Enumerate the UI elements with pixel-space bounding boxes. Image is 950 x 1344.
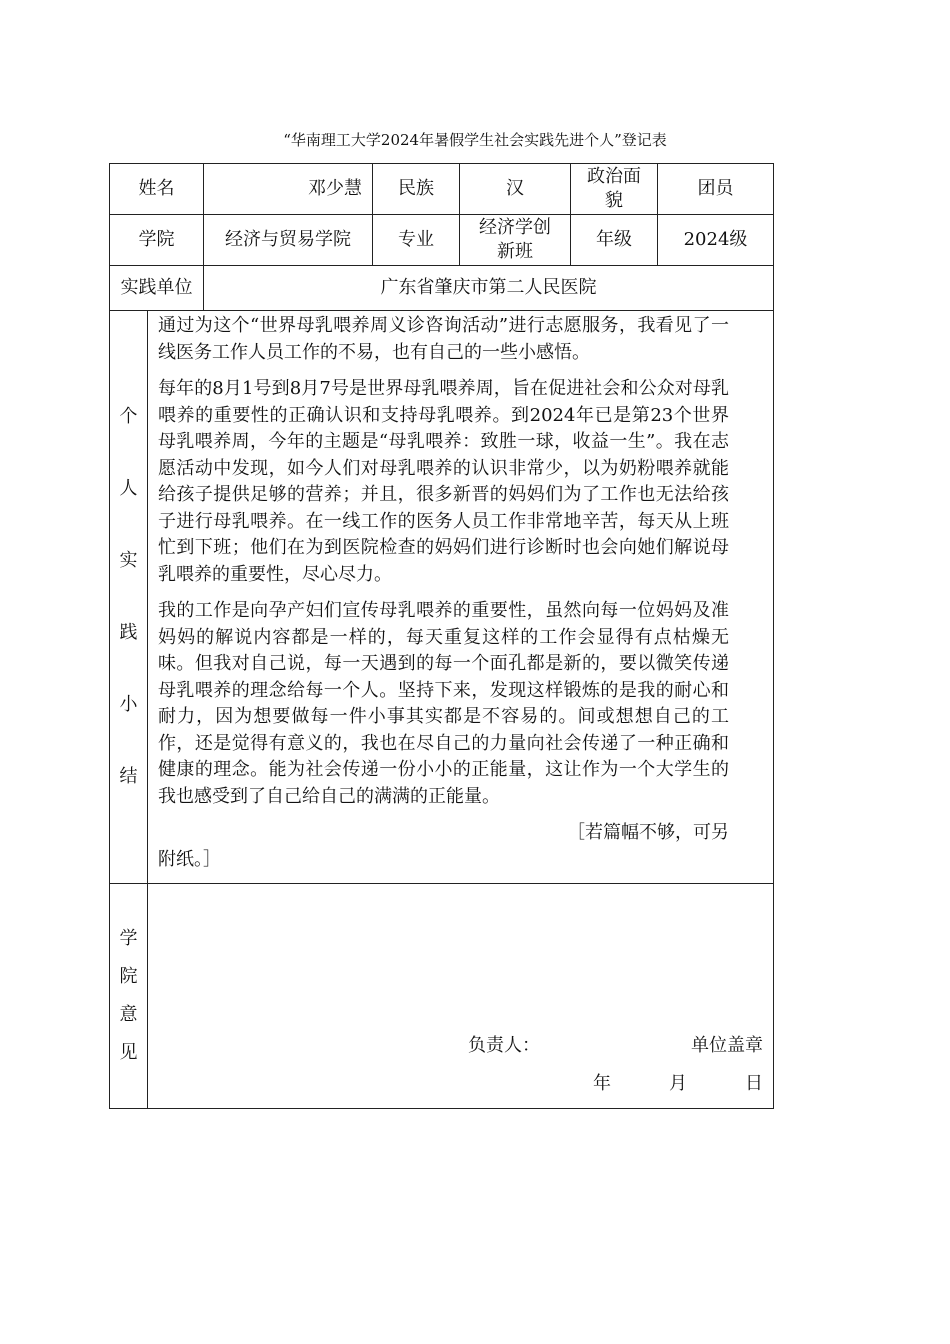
- opinion-label-char: 意: [119, 1004, 138, 1025]
- row-personal-summary: [110, 311, 774, 884]
- college-value: 经济与贸易学院: [204, 215, 373, 266]
- opinion-label-char: 院: [119, 966, 138, 987]
- summary-label-char: 人: [119, 478, 138, 499]
- summary-label: [110, 311, 148, 884]
- grade-label: 年级: [571, 215, 658, 266]
- name-value: 邓少慧: [204, 164, 373, 215]
- grade-value: 2024级: [658, 215, 774, 266]
- political-status-label: [571, 164, 658, 215]
- summary-label-char: 实: [119, 550, 138, 571]
- day-label: 日: [745, 1073, 763, 1094]
- major-value-line2: 新班: [497, 241, 533, 262]
- date-line: [593, 1072, 763, 1096]
- name-label: 姓名: [110, 164, 204, 215]
- political-status-value: 团员: [658, 164, 774, 215]
- unit-stamp-label: 单位盖章: [691, 1035, 763, 1056]
- major-label: 专业: [373, 215, 460, 266]
- attachment-note-part1: ［若篇幅不够，可另: [567, 822, 729, 843]
- attachment-note-part2: 附纸。］: [158, 848, 221, 870]
- summary-label-char: 小: [119, 694, 138, 715]
- opinion-content: [148, 884, 774, 1109]
- political-label-line2: 貌: [605, 190, 623, 211]
- summary-content: [148, 311, 774, 884]
- row-practice-unit: [110, 266, 774, 311]
- month-label: 月: [669, 1073, 687, 1094]
- opinion-label-char: 学: [119, 928, 138, 949]
- year-label: 年: [593, 1073, 611, 1094]
- row-basic-info: [110, 164, 774, 215]
- row-academic-info: [110, 215, 774, 266]
- registration-form-table: [109, 163, 774, 1109]
- ethnicity-label: 民族: [373, 164, 460, 215]
- opinion-label: [110, 884, 148, 1109]
- opinion-label-char: 见: [119, 1042, 138, 1063]
- practice-unit-value: 广东省肇庆市第二人民医院: [204, 266, 774, 311]
- major-value: [460, 215, 571, 266]
- college-label: 学院: [110, 215, 204, 266]
- responsible-person-label: 负责人：: [468, 1035, 540, 1056]
- summary-paragraph: 我的工作是向孕产妇们宣传母乳喂养的重要性，虽然向每一位妈妈及准妈妈的解说内容都是一样的，每天重复这样的工作会显得有点枯燥无味。但我对自己说，每一天遇到的每一个面孔都是新的，要以微笑传递母乳喂养的理念给每一个人。坚持下来，发现这样锻炼的是我的耐心和耐力，因为想要做每一件小事其实都是不容易的。间或想想自己的工作，还是觉得有意义的，我也在尽自己的力量向社会传递了一种正确和健康的理念。能为社会传递一份小小的正能量，这让作为一个大学生的我也感受到了自己给自己的满满的正能量。: [158, 600, 729, 807]
- attachment-note: [158, 820, 729, 873]
- summary-paragraph: 每年的8月1号到8月7号是世界母乳喂养周，旨在促进社会和公众对母乳喂养的重要性的正确认识和支持母乳喂养。到2024年已是第23个世界母乳喂养周，今年的主题是“母乳喂养：致胜一球，收益一生”。我在志愿活动中发现，如今人们对母乳喂养的认识非常少，以为奶粉喂养就能给孩子提供足够的营养；并且，很多新晋的妈妈们为了工作也无法给孩子进行母乳喂养。在一线工作的医务人员工作非常地辛苦，每天从上班忙到下班；他们在为到医院检查的妈妈们进行诊断时也会向她们解说母乳喂养的重要性，尽心尽力。: [158, 378, 729, 585]
- row-college-opinion: [110, 884, 774, 1109]
- summary-label-char: 个: [119, 406, 138, 427]
- summary-label-char: 结: [119, 766, 138, 787]
- practice-unit-label: 实践单位: [110, 266, 204, 311]
- political-label-line1: 政治面: [587, 166, 641, 187]
- major-value-line1: 经济学创: [479, 217, 551, 238]
- summary-paragraph: 通过为这个“世界母乳喂养周义诊咨询活动”进行志愿服务，我看见了一线医务工作人员工作的不易，也有自己的一些小感悟。: [158, 315, 729, 363]
- ethnicity-value: 汉: [460, 164, 571, 215]
- summary-label-char: 践: [119, 622, 138, 643]
- form-title: “华南理工大学2024年暑假学生社会实践先进个人”登记表: [283, 131, 667, 149]
